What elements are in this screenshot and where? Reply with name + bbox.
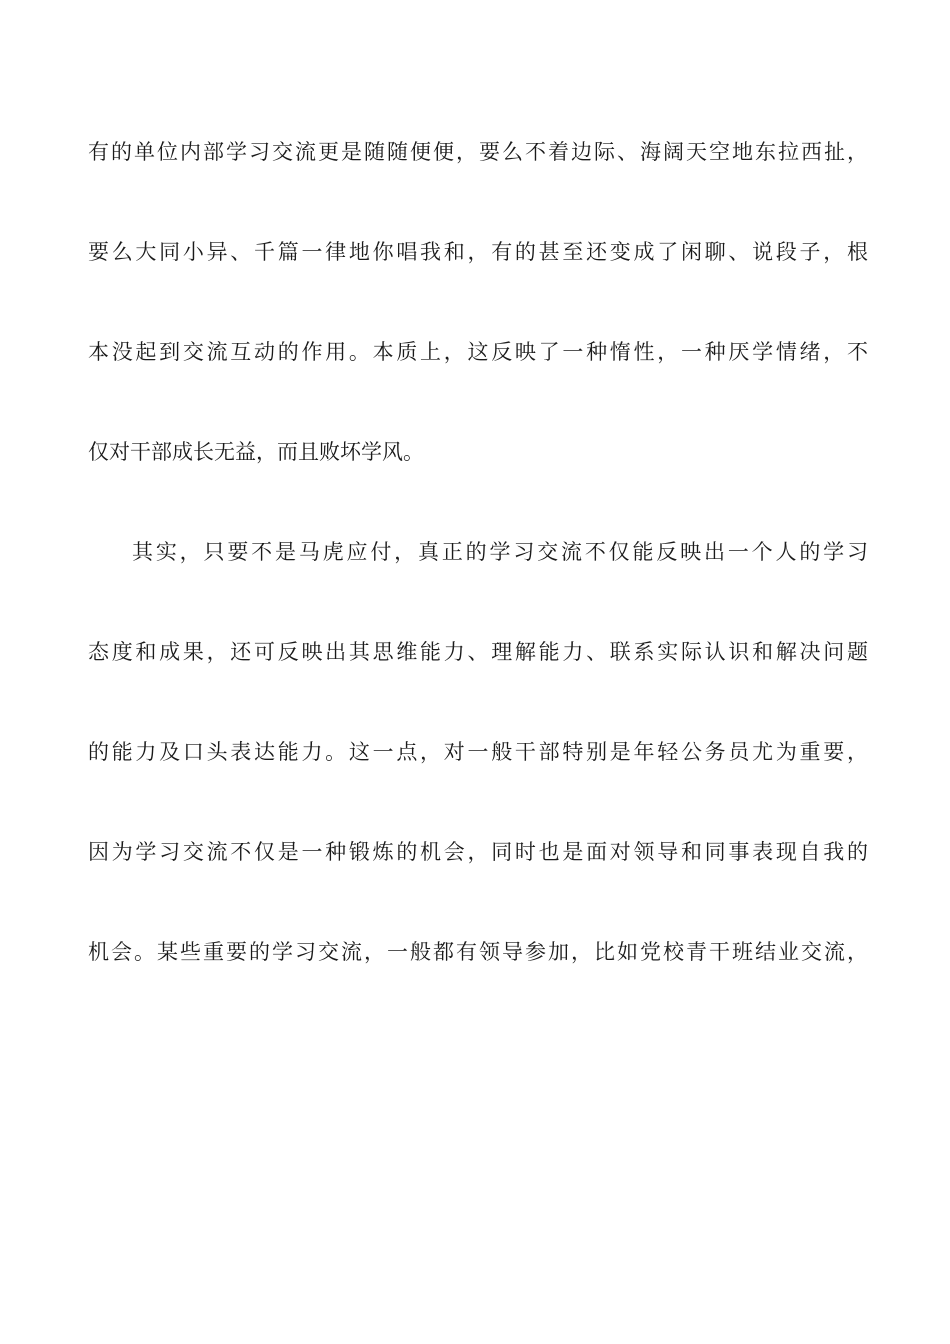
paragraph-2-line-3: 的能力及口头表达能力。这一点，对一般干部特别是年轻公务员尤为重要，	[88, 740, 868, 764]
paragraph-1-line-1: 有的单位内部学习交流更是随随便便，要么不着边际、海阔天空地东拉西扯，	[88, 140, 868, 164]
paragraph-2-line-5: 机会。某些重要的学习交流，一般都有领导参加，比如党校青干班结业交流，	[88, 940, 868, 964]
paragraph-2-line-4: 因为学习交流不仅是一种锻炼的机会，同时也是面对领导和同事表现自我的	[88, 840, 868, 864]
paragraph-2-line-1: 其实，只要不是马虎应付，真正的学习交流不仅能反映出一个人的学习	[132, 540, 868, 564]
paragraph-1-line-3: 本没起到交流互动的作用。本质上，这反映了一种惰性，一种厌学情绪，不	[88, 340, 868, 364]
paragraph-2-line-2: 态度和成果，还可反映出其思维能力、理解能力、联系实际认识和解决问题	[88, 640, 868, 664]
paragraph-1-line-2: 要么大同小异、千篇一律地你唱我和，有的甚至还变成了闲聊、说段子，根	[88, 240, 868, 264]
paragraph-1-line-4: 仅对干部成长无益，而且败坏学风。	[88, 440, 424, 464]
